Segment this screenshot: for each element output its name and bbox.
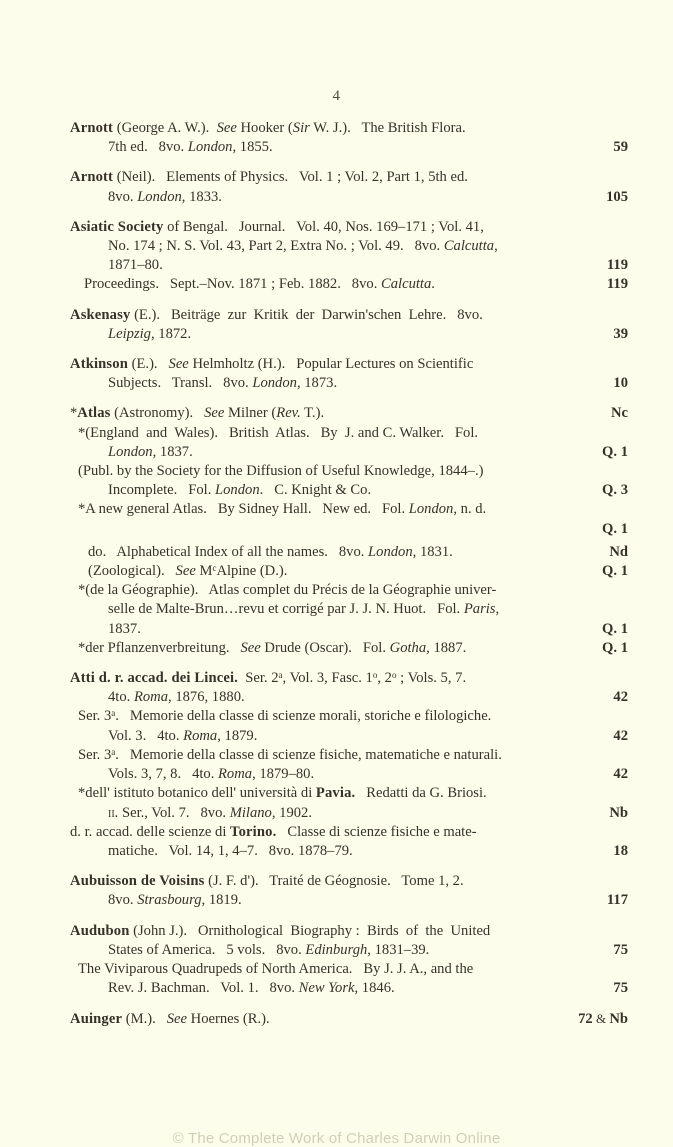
reference-ampersand: & (592, 1011, 610, 1027)
page-reference: Nd (609, 543, 628, 560)
reference-number: 72 (578, 1011, 593, 1028)
page-reference: Nb (609, 804, 628, 821)
page-reference: 42 (613, 727, 628, 744)
sub-entry-line: selle de Malte-Brun…revu et corrigé par J. J. N. Huot. Fol. Paris, (108, 601, 500, 618)
see-label: See (175, 563, 196, 580)
entry-line: 8vo. London, 1833. (108, 188, 222, 205)
sub-entry-line: d. r. accad. delle scienze di Torino. Classe di scienze fisiche e mate- (70, 823, 477, 840)
sub-entry-line: *A new general Atlas. By Sidney Hall. New ed. Fol. London, n. d. (78, 501, 487, 518)
sub-entry-line: ii. Ser., Vol. 7. 8vo. Milano, 1902. (108, 804, 312, 821)
bibliography-column (70, 119, 628, 1030)
page-reference: Q. 1 (602, 443, 628, 460)
headword: Atti d. r. accad. dei Lincei. (70, 670, 238, 687)
page-reference: 117 (606, 892, 628, 909)
sub-entry-line: *(England and Wales). British Atlas. By J. and C. Walker. Fol. (78, 424, 479, 441)
page-reference: Q. 1 (602, 520, 628, 537)
sub-entry-line: (Zoological). See $M^cAlpine$ (D.). (88, 563, 288, 580)
headword: Aubuisson de Voisins (70, 873, 205, 890)
page-reference: 75 (613, 980, 628, 997)
entry-arnott-neil[interactable] (70, 168, 628, 206)
page-reference: 39 (613, 325, 628, 342)
entry-line: Atti d. r. accad. dei Lincei. Ser. 2$^a$, Vol. 3, Fasc. 1$^o$, 2$^o$ ; Vols. 5, 7. (70, 670, 467, 687)
page-reference: Q. 1 (602, 563, 628, 580)
watermark-credit: © The Complete Work of Charles Darwin Online (172, 1130, 501, 1147)
headword: Audubon (70, 922, 130, 939)
entry-line: Subjects. Transl. 8vo. London, 1873. (108, 375, 338, 392)
page-reference: 59 (613, 139, 628, 156)
sub-entry-line: matiche. Vol. 14, 1, 4–7. 8vo. 1878–79. (108, 842, 353, 859)
page-reference: 119 (606, 257, 628, 274)
entry-line: 4to. Roma, 1876, 1880. (108, 689, 245, 706)
headword: Atkinson (70, 356, 128, 373)
entry-aubuisson-de-voisins[interactable] (70, 872, 628, 910)
entry-line: (Neil). Elements of Physics. Vol. 1 ; Vol. 2, Part 1, 5th ed. (116, 169, 468, 186)
page-reference: 105 (606, 188, 628, 205)
entry-line: (J. F. d'). Traité de Géognosie. Tome 1, 2. (208, 873, 464, 890)
entry-line: States of America. 5 vols. 8vo. Edinburgh, 1831–39. (108, 941, 430, 958)
reference-letters: Nb (609, 1011, 628, 1028)
headword: Arnott (70, 169, 114, 186)
entry-asiatic-society[interactable] (70, 218, 628, 295)
entry-audubon[interactable] (70, 922, 628, 999)
see-label: See (204, 405, 225, 422)
entry-line: (E.). Beiträge zur Kritik der Darwin'schen Lehre. 8vo. (134, 306, 483, 323)
entry-line: Auinger (M.). See Hoernes (R.). (70, 1011, 270, 1028)
entry-line: No. 174 ; N. S. Vol. 43, Part 2, Extra No. ; Vol. 49. 8vo. Calcutta, (108, 238, 498, 255)
sub-entry-line: Vols. 3, 7, 8. 4to. Roma, 1879–80. (108, 766, 315, 783)
page-reference: Q. 1 (602, 620, 628, 637)
entry-atkinson[interactable] (70, 355, 628, 393)
entry-askenasy[interactable] (70, 306, 628, 344)
headword: Arnott (70, 120, 114, 136)
entry-atti-lincei[interactable] (70, 669, 628, 861)
page-reference: 18 (613, 842, 628, 859)
entry-line: 1871–80. (108, 257, 163, 274)
sub-entry-line: Ser. 3$^a$. Memorie della classe di scienze fisiche, matematiche e naturali. (78, 746, 502, 763)
page-reference: 42 (613, 689, 628, 706)
sub-entry-line: The Viviparous Quadrupeds of North America. By J. J. A., and the (78, 960, 474, 977)
page-reference: 75 (613, 941, 628, 958)
sub-entry-line: Proceedings. Sept.–Nov. 1871 ; Feb. 1882. 8vo. Calcutta. (84, 276, 435, 293)
see-label: See (216, 120, 237, 136)
page-reference: Nc (610, 405, 628, 422)
see-label: See (168, 356, 189, 373)
page-reference: 10 (613, 375, 628, 392)
entry-line: *Atlas (Astronomy). See Milner (Rev. T.). (70, 405, 325, 422)
entry-line: 8vo. Strasbourg, 1819. (108, 892, 242, 909)
headword: Askenasy (70, 306, 131, 323)
headword: Atlas (77, 405, 111, 422)
entry-auinger[interactable] (70, 1009, 628, 1029)
sub-entry-line: Ser. 3$^a$. Memorie della classe di scienze morali, storiche e filologiche. (78, 708, 492, 725)
sub-entry-line: Rev. J. Bachman. Vol. 1. 8vo. New York, 1846. (108, 980, 395, 997)
sub-entry-line: Incomplete. Fol. London. C. Knight & Co. (108, 482, 372, 499)
page-reference: Q. 3 (602, 482, 628, 499)
entry-line: (John J.). Ornithological Biography : Birds of the United (133, 922, 491, 939)
see-label: See (240, 639, 261, 656)
sub-entry-line: do. Alphabetical Index of all the names. 8vo. London, 1831. (88, 543, 453, 560)
entry-line: 7th ed. 8vo. London, 1855. (108, 139, 273, 156)
entry-arnott-george[interactable] (70, 119, 628, 157)
sub-entry-line: 1837. (108, 620, 141, 637)
entry-line: (George A. W.). See Hooker (Sir W. J.). The British Flora. (116, 120, 466, 136)
page-reference: Q. 1 (602, 639, 628, 656)
sub-entry-line: *(de la Géographie). Atlas complet du Précis de la Géographie univer- (78, 582, 497, 599)
entry-line: Leipzig, 1872. (108, 325, 192, 342)
sub-entry-line: *dell' istituto botanico dell' università di Pavia. Redatti da G. Briosi. (78, 785, 487, 802)
page-reference: 119 (606, 276, 628, 293)
sub-entry-line: London, 1837. (108, 443, 193, 460)
entry-atlas[interactable] (70, 404, 628, 658)
entry-line: of Bengal. Journal. Vol. 40, Nos. 169–171 ; Vol. 41, (167, 218, 484, 235)
sub-entry-line: Vol. 3. 4to. Roma, 1879. (108, 727, 258, 744)
page-reference (578, 1009, 628, 1029)
entry-line: (E.). See Helmholtz (H.). Popular Lectures on Scientific (131, 356, 474, 373)
see-label: See (166, 1011, 187, 1028)
headword: Asiatic Society (70, 218, 164, 235)
sub-entry-line: (Publ. by the Society for the Diffusion of Useful Knowledge, 1844–.) (78, 463, 484, 480)
headword: Auinger (70, 1011, 123, 1028)
sub-entry-line: *der Pflanzenverbreitung. See Drude (Oscar). Fol. Gotha, 1887. (78, 639, 467, 656)
page-number: 4 (332, 88, 341, 104)
page-reference: 42 (613, 766, 628, 783)
